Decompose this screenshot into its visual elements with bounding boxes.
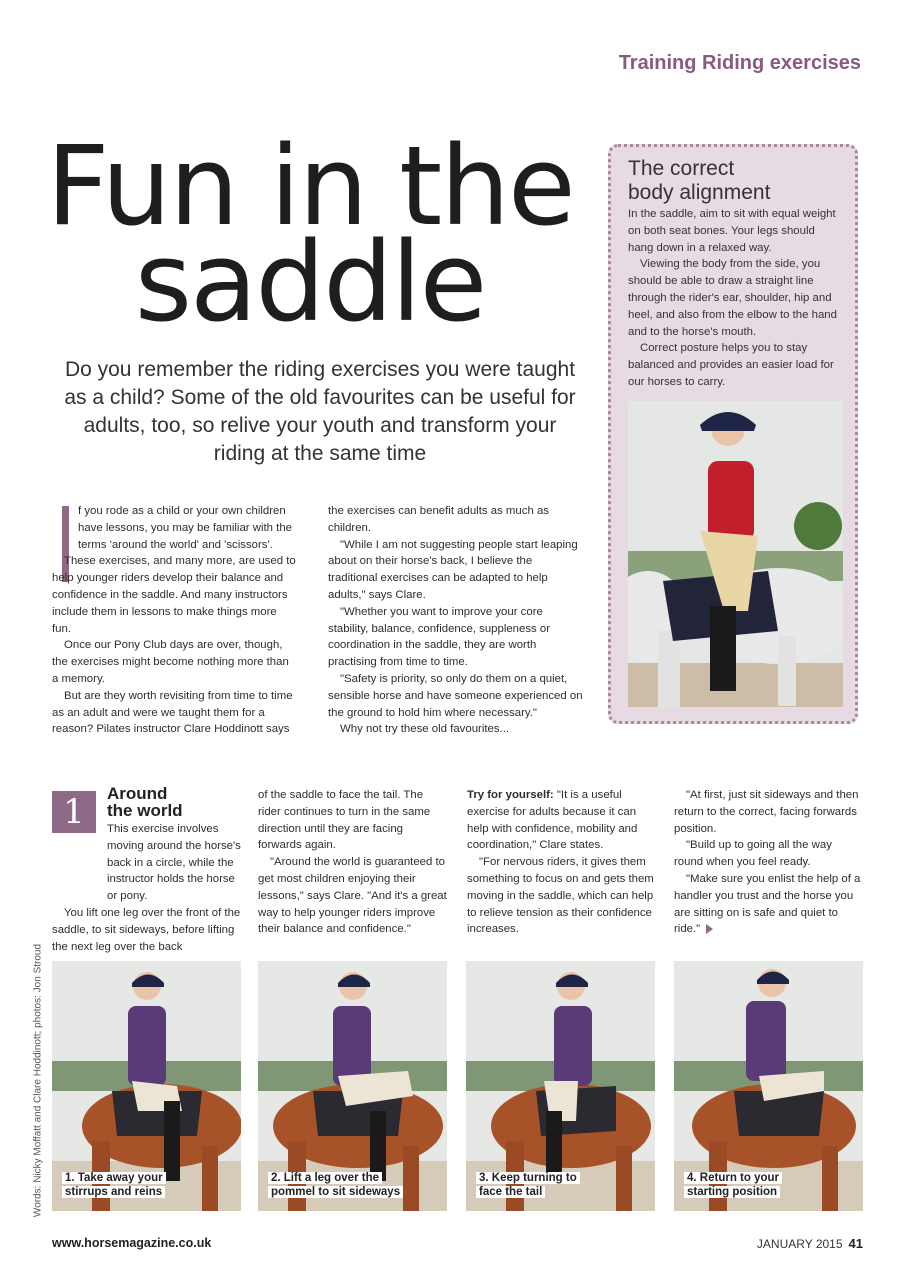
paragraph-text: "It is a useful exercise for adults because it can help with confidence, mobility and coordination," Clare states.: [467, 789, 638, 852]
paragraph: "While I am not suggesting people start leaping about on their horse's back, I believe the traditional exercises can be adapted to help adults," says Clare.: [328, 538, 578, 601]
continue-arrow-icon: [706, 924, 713, 934]
article-title: [40, 122, 580, 346]
paragraph: "For nervous riders, it gives them something to focus on and gets them moving in the saddle, which can help to relieve tension as their confidence increases.: [467, 856, 654, 936]
paragraph: [467, 787, 657, 854]
exercise-heading-line-1: Around: [107, 784, 168, 803]
step-photo-2: [258, 961, 447, 1211]
intro-column-1: [52, 503, 296, 738]
section-label: Training Riding exercises: [618, 52, 861, 74]
step-caption: [62, 1171, 166, 1199]
issue-date: JANUARY 2015: [756, 1237, 843, 1251]
exercise-heading: [107, 785, 247, 819]
paragraph: the exercises can benefit adults as much as children.: [328, 505, 549, 534]
paragraph: of the saddle to face the tail. The rider continues to turn in the same direction until they are facing forwards again.: [258, 789, 431, 852]
exercise-column-2: [258, 787, 448, 938]
exercise-column-1: [52, 821, 242, 955]
exercise-heading-line-2: the world: [107, 801, 183, 820]
paragraph: In the saddle, aim to sit with equal weight on both seat bones. Your legs should hang down in a relaxed way.: [628, 208, 836, 254]
paragraph: "Build up to going all the way round when you feel ready.: [674, 839, 832, 869]
page-number: 41: [848, 1236, 863, 1251]
photo-credit: Words: Nicky Moffatt and Clare Hoddinott; photos: Jon Stroud: [32, 943, 44, 1218]
paragraph: Once our Pony Club days are over, though, the exercises might become nothing more than a memory.: [52, 639, 289, 685]
paragraph: Viewing the body from the side, you should be able to draw a straight line through the rider's ear, shoulder, hip and heel, and also from the elbow to the hand and to the horse's mouth.: [628, 258, 837, 338]
footer-website: www.horsemagazine.co.uk: [52, 1236, 212, 1250]
step-caption: [684, 1171, 782, 1199]
try-for-yourself-label: Try for yourself:: [467, 789, 554, 801]
caption-line-2: starting position: [684, 1186, 780, 1198]
paragraph: [674, 871, 864, 938]
paragraph: "At first, just sit sideways and then return to the correct, facing forwards position.: [674, 789, 859, 835]
step-caption: [476, 1171, 580, 1199]
caption-line-1: 2. Lift a leg over the: [268, 1172, 382, 1184]
intro-column-2: [328, 503, 584, 738]
paragraph: f you rode as a child or your own children have lessons, you may be familiar with the terms 'around the world' and 'scissors'.: [78, 505, 292, 551]
footer-issue: [757, 1236, 863, 1251]
step-photo-3: [466, 961, 655, 1211]
rider-alignment-photo: [628, 401, 843, 707]
paragraph: Why not try these old favourites...: [340, 723, 510, 736]
exercise-number: 1: [52, 791, 96, 833]
title-line-1: Fun in the: [46, 122, 574, 250]
standfirst: Do you remember the riding exercises you were taught as a child? Some of the old favourites can be useful for adults, too, so relive your youth and transform your riding at the same time: [64, 358, 576, 465]
sidebar-text: [628, 206, 842, 391]
step-photo-1: [52, 961, 241, 1211]
step-photo-4: [674, 961, 863, 1211]
paragraph-text: "Make sure you enlist the help of a handler you trust and the horse you are sitting on is safe and quiet to ride.": [674, 872, 861, 936]
paragraph: "Safety is priority, so only do them on a quiet, sensible horse and have someone experienced on the ground to hold him where necessary.": [328, 672, 583, 719]
paragraph: Correct posture helps you to stay balanced and provides an easier load for our horses to carry.: [628, 342, 834, 388]
paragraph: But are they worth revisiting from time to time as an adult and were we taught them for a reason? Pilates instructor Clare Hoddinott says: [52, 689, 293, 736]
caption-line-2: face the tail: [476, 1186, 545, 1198]
exercise-column-3: [467, 787, 657, 938]
step-caption: [268, 1171, 403, 1199]
paragraph: "Around the world is guaranteed to get most children enjoying their lessons," says Clare. "And it's a great way to help younger riders improve their balance and confidence.": [258, 856, 447, 936]
sidebar-title-line-2: body alignment: [628, 181, 771, 204]
exercise-column-4: [674, 787, 864, 938]
paragraph: "Whether you want to improve your core stability, balance, confidence, suppleness or coordination in the saddle, they are worth practising from time to time.: [328, 605, 551, 669]
caption-line-2: stirrups and reins: [62, 1186, 165, 1198]
paragraph: These exercises, and many more, are used to help younger riders develop their balance and confidence in the saddle. And many instructors include them in lessons to make things more fun.: [52, 555, 296, 635]
paragraph: This exercise involves moving around the horse's back in a circle, while the instructor holds the horse or pony.: [107, 823, 241, 903]
caption-line-1: 1. Take away your: [62, 1172, 166, 1184]
paragraph: You lift one leg over the front of the saddle, to sit sideways, before lifting the next leg over the back: [52, 906, 241, 953]
caption-line-1: 4. Return to your: [684, 1172, 782, 1184]
sidebar-title-line-1: The correct: [628, 157, 735, 180]
caption-line-2: pommel to sit sideways: [268, 1186, 403, 1198]
title-line-2: saddle: [134, 218, 486, 346]
sidebar-title: [628, 157, 848, 205]
caption-line-1: 3. Keep turning to: [476, 1172, 580, 1184]
